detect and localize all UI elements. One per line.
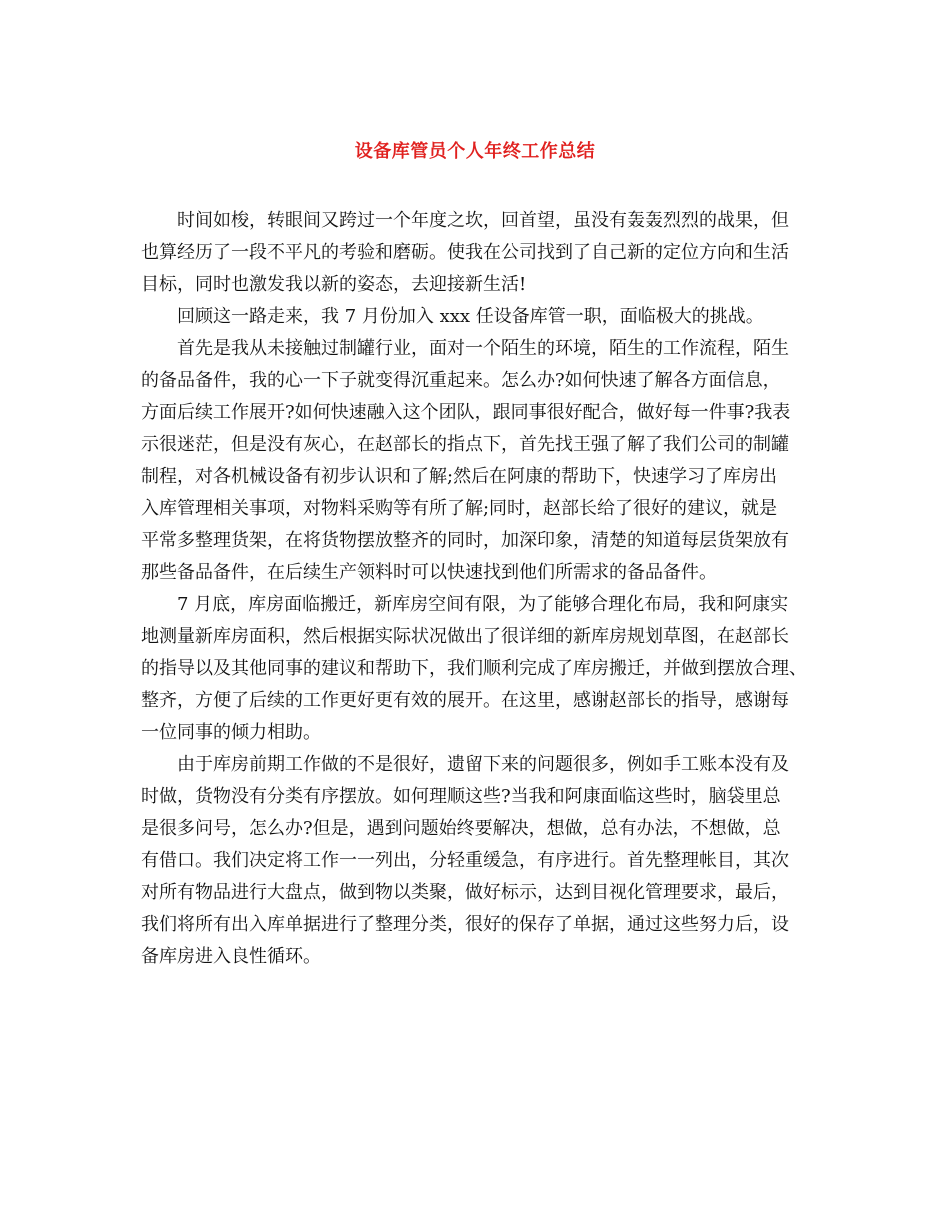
body-line: 一位同事的倾力相助。 — [141, 722, 321, 743]
body-line: 首先是我从未接触过制罐行业，面对一个陌生的环境，陌生的工作流程，陌生 — [177, 338, 789, 359]
body-line: 由于库房前期工作做的不是很好，遗留下来的问题很多，例如手工账本没有及 — [177, 754, 789, 775]
body-line: 目标，同时也激发我以新的姿态，去迎接新生活! — [141, 274, 527, 295]
body-line: 那些备品备件，在后续生产领料时可以快速找到他们所需求的备品备件。 — [141, 562, 717, 583]
body-line: 7 月底，库房面临搬迁，新库房空间有限，为了能够合理化布局，我和阿康实 — [177, 594, 789, 615]
body-line: 我们将所有出入库单据进行了整理分类，很好的保存了单据，通过这些努力后，设 — [141, 914, 789, 935]
body-line: 时做，货物没有分类有序摆放。如何理顺这些?当我和阿康面临这些时，脑袋里总 — [141, 786, 781, 807]
body-line: 的指导以及其他同事的建议和帮助下，我们顺利完成了库房搬迁，并做到摆放合理、 — [141, 658, 807, 679]
body-line: 方面后续工作展开?如何快速融入这个团队，跟同事很好配合，做好每一件事?我表 — [141, 402, 791, 423]
body-line: 时间如梭，转眼间又跨过一个年度之坎，回首望，虽没有轰轰烈烈的战果，但 — [177, 210, 789, 231]
body-line: 备库房进入良性循环。 — [141, 946, 321, 967]
body-line: 平常多整理货架，在将货物摆放整齐的同时，加深印象，清楚的知道每层货架放有 — [141, 530, 789, 551]
body-line: 地测量新库房面积，然后根据实际状况做出了很详细的新库房规划草图，在赵部长 — [141, 626, 789, 647]
body-line: 回顾这一路走来，我 7 月份加入 xxx 任设备库管一职，面临极大的挑战。 — [177, 306, 764, 327]
body-line: 的备品备件，我的心一下子就变得沉重起来。怎么办?如何快速了解各方面信息， — [141, 370, 781, 391]
body-line: 对所有物品进行大盘点，做到物以类聚，做好标示，达到目视化管理要求，最后， — [141, 882, 789, 903]
body-line: 整齐，方便了后续的工作更好更有效的展开。在这里，感谢赵部长的指导，感谢每 — [141, 690, 789, 711]
body-line: 制程，对各机械设备有初步认识和了解;然后在阿康的帮助下，快速学习了库房出 — [141, 466, 778, 487]
body-line: 有借口。我们决定将工作一一列出，分轻重缓急，有序进行。首先整理帐目，其次 — [141, 850, 789, 871]
document-title: 设备库管员个人年终工作总结 — [354, 141, 596, 162]
body-line: 示很迷茫，但是没有灰心，在赵部长的指点下，首先找王强了解了我们公司的制罐 — [141, 434, 789, 455]
body-line: 是很多问号，怎么办?但是，遇到问题始终要解决，想做，总有办法，不想做，总 — [141, 818, 781, 839]
body-line: 入库管理相关事项，对物料采购等有所了解;同时，赵部长给了很好的建议，就是 — [141, 498, 778, 519]
document-body — [141, 205, 817, 973]
body-line: 也算经历了一段不平凡的考验和磨砺。使我在公司找到了自己新的定位方向和生活 — [141, 242, 789, 263]
